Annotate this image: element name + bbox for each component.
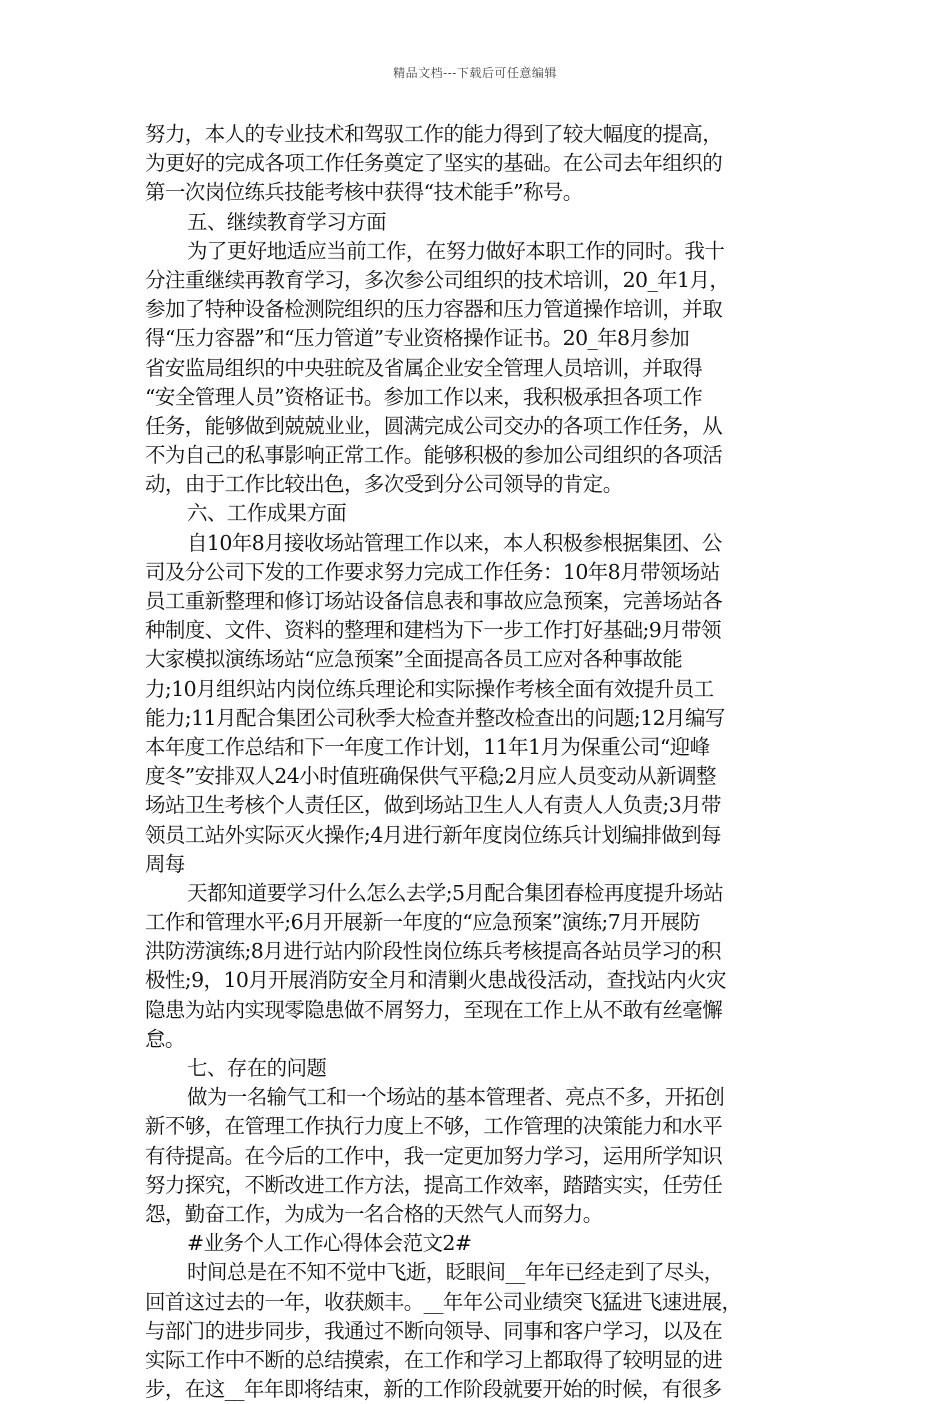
text-line: 天都知道要学习什么怎么去学;5月配合集团春检再度提升场站 [187,880,724,905]
text-line: 时间总是在不知不觉中飞逝，眨眼间__年年已经走到了尽头， [187,1260,724,1285]
text-line: 怠。 [145,1026,185,1051]
text-line: 回首这过去的一年，收获颇丰。__年年公司业绩突飞猛进飞速进展， [145,1289,742,1314]
text-line: 六、工作成果方面 [187,501,347,526]
text-line: 新不够，在管理工作执行力度上不够，工作管理的决策能力和水平 [145,1114,723,1139]
text-line: 努力，本人的专业技术和驾驭工作的能力得到了较大幅度的提高， [145,122,723,146]
text-line: 与部门的进步同步，我通过不断向领导、同事和客户学习，以及在 [145,1318,723,1343]
text-line: 动，由于工作比较出色，多次受到分公司领导的肯定。 [145,472,623,497]
text-line: 种制度、文件、资料的整理和建档为下一步工作打好基础;9月带领 [145,618,721,643]
text-line: 度冬”安排双人24小时值班确保供气平稳;2月应人员变动从新调整 [145,764,716,789]
text-line: 步，在这__年年即将结束，新的工作阶段就要开始的时候，有很多 [145,1377,722,1402]
text-line: 洪防涝演练;8月进行站内阶段性岗位练兵考核提高各站员学习的积 [145,939,721,964]
text-line: 任务，能够做到兢兢业业，圆满完成公司交办的各项工作任务，从 [145,413,723,438]
text-line: 为更好的完成各项工作任务奠定了坚实的基础。在公司去年组织的 [145,151,723,176]
text-line: 七、存在的问题 [187,1056,327,1080]
text-line: 实际工作中不断的总结摸索，在工作和学习上都取得了较明显的进 [145,1347,723,1372]
text-line: #业务个人工作心得体会范文2# [187,1231,472,1256]
page-header-watermark: 精品文档---下载后可任意编辑 [393,66,557,80]
text-line: 得“压力容器”和“压力管道”专业资格操作证书。20_年8月参加 [145,326,690,351]
text-line: 有待提高。在今后的工作中，我一定更加努力学习，运用所学知识 [145,1143,723,1168]
text-line: 做为一名输气工和一个场站的基本管理者、亮点不多，开拓创 [187,1085,725,1110]
text-line: 省安监局组织的中央驻皖及省属企业安全管理人员培训，并取得 [145,355,703,380]
text-line: 努力探究，不断改进工作方法，提高工作效率，踏踏实实，任劳任 [145,1172,723,1197]
text-line: 自10年8月接收场站管理工作以来，本人积极参根据集团、公 [187,530,722,555]
text-line: 本年度工作总结和下一年度工作计划，11年1月为保重公司“迎峰 [145,734,710,759]
text-line: 能力;11月配合集团公司秋季大检查并整改检查出的问题;12月编写 [145,705,725,730]
text-line: 司及分公司下发的工作要求努力完成工作任务：10年8月带领场站 [145,559,720,584]
text-line: 员工重新整理和修订场站设备信息表和事故应急预案，完善场站各 [145,589,723,613]
text-line: 五、继续教育学习方面 [187,209,386,234]
text-line: 极性;9，10月开展消防安全月和清剿火患战役活动，查找站内火灾 [145,968,726,993]
text-line: 力;10月组织站内岗位练兵理论和实际操作考核全面有效提升员工 [145,676,714,701]
text-line: 周每 [145,851,185,876]
text-line: 领员工站外实际灭火操作;4月进行新年度岗位练兵计划编排做到每 [145,822,721,847]
text-line: 工作和管理水平;6月开展新一年度的“应急预案”演练;7月开展防 [145,910,700,935]
text-line: 不为自己的私事影响正常工作。能够积极的参加公司组织的各项活 [145,443,723,468]
text-line: 分注重继续再教育学习，多次参公司组织的技术培训，20_年1月， [145,267,730,292]
text-line: 场站卫生考核个人责任区，做到场站卫生人人有责人人负责;3月带 [145,793,721,818]
text-line: 参加了特种设备检测院组织的压力容器和压力管道操作培训，并取 [145,297,723,322]
text-line: “安全管理人员”资格证书。参加工作以来，我积极承担各项工作 [145,384,703,409]
text-line: 为了更好地适应当前工作，在努力做好本职工作的同时。我十 [187,238,725,263]
text-line: 第一次岗位练兵技能考核中获得“技术能手”称号。 [145,180,583,205]
document-body [145,120,810,1404]
text-line: 隐患为站内实现零隐患做不屑努力，至现在工作上从不敢有丝毫懈 [145,997,723,1022]
text-line: 怨，勤奋工作，为成为一名合格的天然气人而努力。 [145,1201,603,1226]
text-line: 大家模拟演练场站“应急预案”全面提高各员工应对各种事故能 [145,647,683,672]
